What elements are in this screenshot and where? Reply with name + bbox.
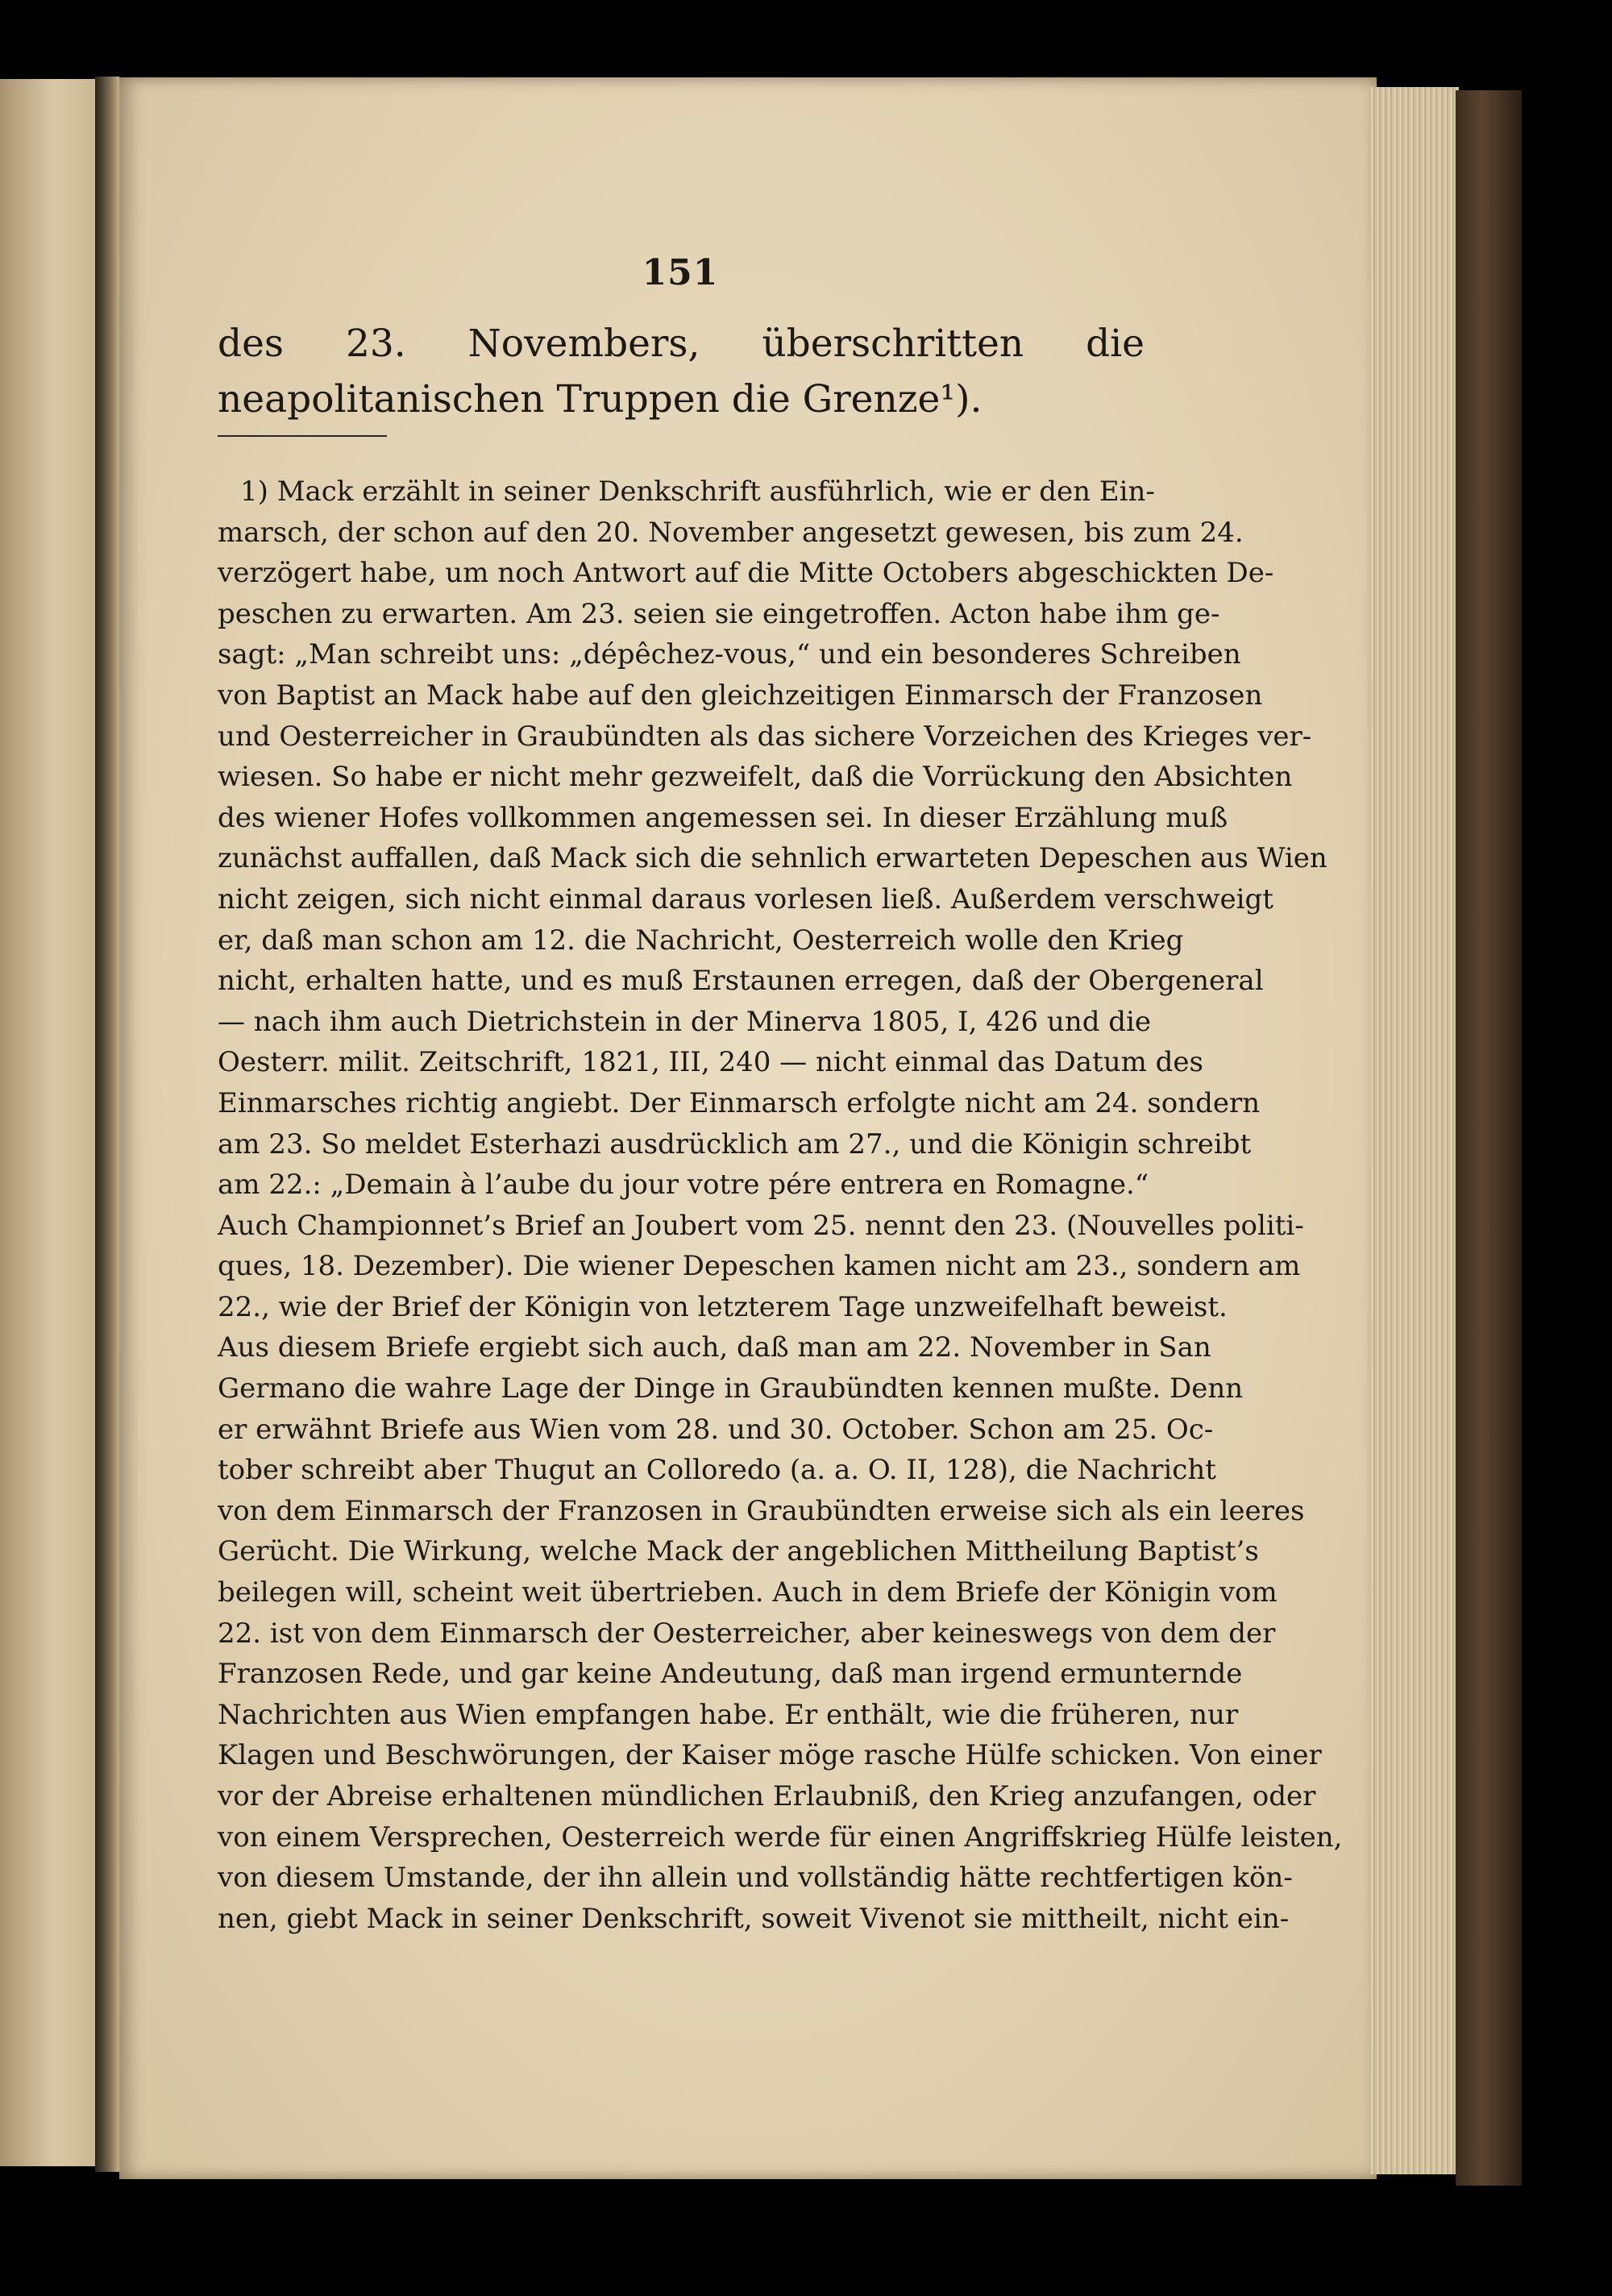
footnote-line: am 22.: „Demain à l’aube du jour votre pére entrera en Romagne.“ [218, 1169, 1149, 1202]
footnote-line: Nachrichten aus Wien empfangen habe. Er enthält, wie die früheren, nur [218, 1698, 1239, 1731]
footnote-line: Einmarsches richtig angiebt. Der Einmarsch erfolgte nicht am 24. sondern [218, 1086, 1261, 1119]
footnote-line: Aus diesem Briefe ergiebt sich auch, daß man am 22. November in San [218, 1331, 1211, 1364]
book-gutter [95, 77, 119, 2172]
footnote-line: ques, 18. Dezember). Die wiener Depeschen kamen nicht am 23., sondern am [218, 1250, 1301, 1283]
footnote-line: — nach ihm auch Dietrichstein in der Minerva 1805, I, 426 und die [218, 1005, 1152, 1038]
footnote-line: marsch, der schon auf den 20. November angesetzt gewesen, bis zum 24. [218, 516, 1244, 549]
footnote-line: tober schreibt aber Thugut an Colloredo (a. a. O. II, 128), die Nachricht [218, 1454, 1216, 1487]
footnote-line: nen, giebt Mack in seiner Denkschrift, soweit Vivenot sie mittheilt, nicht ein- [218, 1902, 1290, 1935]
footnote-line: Franzosen Rede, und gar keine Andeutung, daß man irgend ermunternde [218, 1658, 1243, 1691]
footnote-line: zunächst auffallen, daß Mack sich die sehnlich erwarteten Depeschen aus Wien [218, 842, 1327, 875]
footnote-line: sagt: „Man schreibt uns: „dépêchez-vous,“ und ein besonderes Schreiben [218, 638, 1241, 671]
footnote-divider [218, 435, 387, 437]
footnote [218, 471, 1343, 1939]
page-number: 151 [642, 252, 719, 293]
footnote-line: von diesem Umstande, der ihn allein und vollständig hätte rechtfertigen kön- [218, 1862, 1293, 1895]
footnote-line: Germano die wahre Lage der Dinge in Graubündten kennen mußte. Denn [218, 1372, 1244, 1405]
footnote-line: beilegen will, scheint weit übertrieben. Auch in dem Briefe der Königin vom [218, 1576, 1278, 1609]
footnote-line: wiesen. So habe er nicht mehr gezweifelt, daß die Vorrückung den Absichten [218, 761, 1293, 794]
footnote-line: Klagen und Beschwörungen, der Kaiser möge rasche Hülfe schicken. Von einer [218, 1739, 1322, 1772]
footnote-line: 1) Mack erzählt in seiner Denkschrift ausführlich, wie er den Ein- [240, 475, 1155, 508]
footnote-line: peschen zu erwarten. Am 23. seien sie eingetroffen. Acton habe ihm ge- [218, 597, 1220, 630]
footnote-line: Auch Championnet’s Brief an Joubert vom 25. nennt den 23. (Nouvelles politi- [218, 1209, 1304, 1242]
footnote-line: von dem Einmarsch der Franzosen in Graubündten erweise sich als ein leeres [218, 1494, 1305, 1527]
footnote-line: des wiener Hofes vollkommen angemessen sei. In dieser Erzählung muß [218, 801, 1228, 834]
footnote-line: am 23. So meldet Esterhazi ausdrücklich am 27., und die Königin schreibt [218, 1127, 1252, 1160]
footnote-line: und Oesterreicher in Graubündten als das sichere Vorzeichen des Krieges ver- [218, 720, 1312, 753]
footnote-line: 22., wie der Brief der Königin von letzterem Tage unzweifelhaft beweist. [218, 1290, 1228, 1323]
footnote-line: nicht zeigen, sich nicht einmal daraus vorlesen ließ. Außerdem verschweigt [218, 882, 1273, 915]
footnote-line: nicht, erhalten hatte, und es muß Erstaunen erregen, daß der Obergeneral [218, 965, 1264, 998]
footnote-line: von einem Versprechen, Oesterreich werde für einen Angriffskrieg Hülfe leisten, [218, 1821, 1343, 1854]
footnote-line: er, daß man schon am 12. die Nachricht, Oesterreich wolle den Krieg [218, 924, 1184, 957]
footnote-line: verzögert habe, um noch Antwort auf die Mitte Octobers abgeschickten De- [218, 557, 1274, 590]
footnote-line: von Baptist an Mack habe auf den gleichzeitigen Einmarsch der Franzosen [218, 679, 1263, 712]
book-cover-edge [1456, 90, 1522, 2186]
main-text-paragraph: des 23. Novembers, überschritten die neapolitanischen Truppen die Grenze¹). [218, 322, 1145, 421]
footnote-line: 22. ist von dem Einmarsch der Oesterreicher, aber keineswegs von dem der [218, 1617, 1276, 1650]
footnote-line: er erwähnt Briefe aus Wien vom 28. und 30. October. Schon am 25. Oc- [218, 1413, 1214, 1446]
page-stack-edge [1370, 87, 1459, 2174]
footnote-line: Gerücht. Die Wirkung, welche Mack der angeblichen Mittheilung Baptist’s [218, 1535, 1259, 1568]
footnote-line: vor der Abreise erhaltenen mündlichen Erlaubniß, den Krieg anzufangen, oder [218, 1780, 1316, 1812]
footnote-line: Oesterr. milit. Zeitschrift, 1821, III, 240 — nicht einmal das Datum des [218, 1046, 1204, 1079]
